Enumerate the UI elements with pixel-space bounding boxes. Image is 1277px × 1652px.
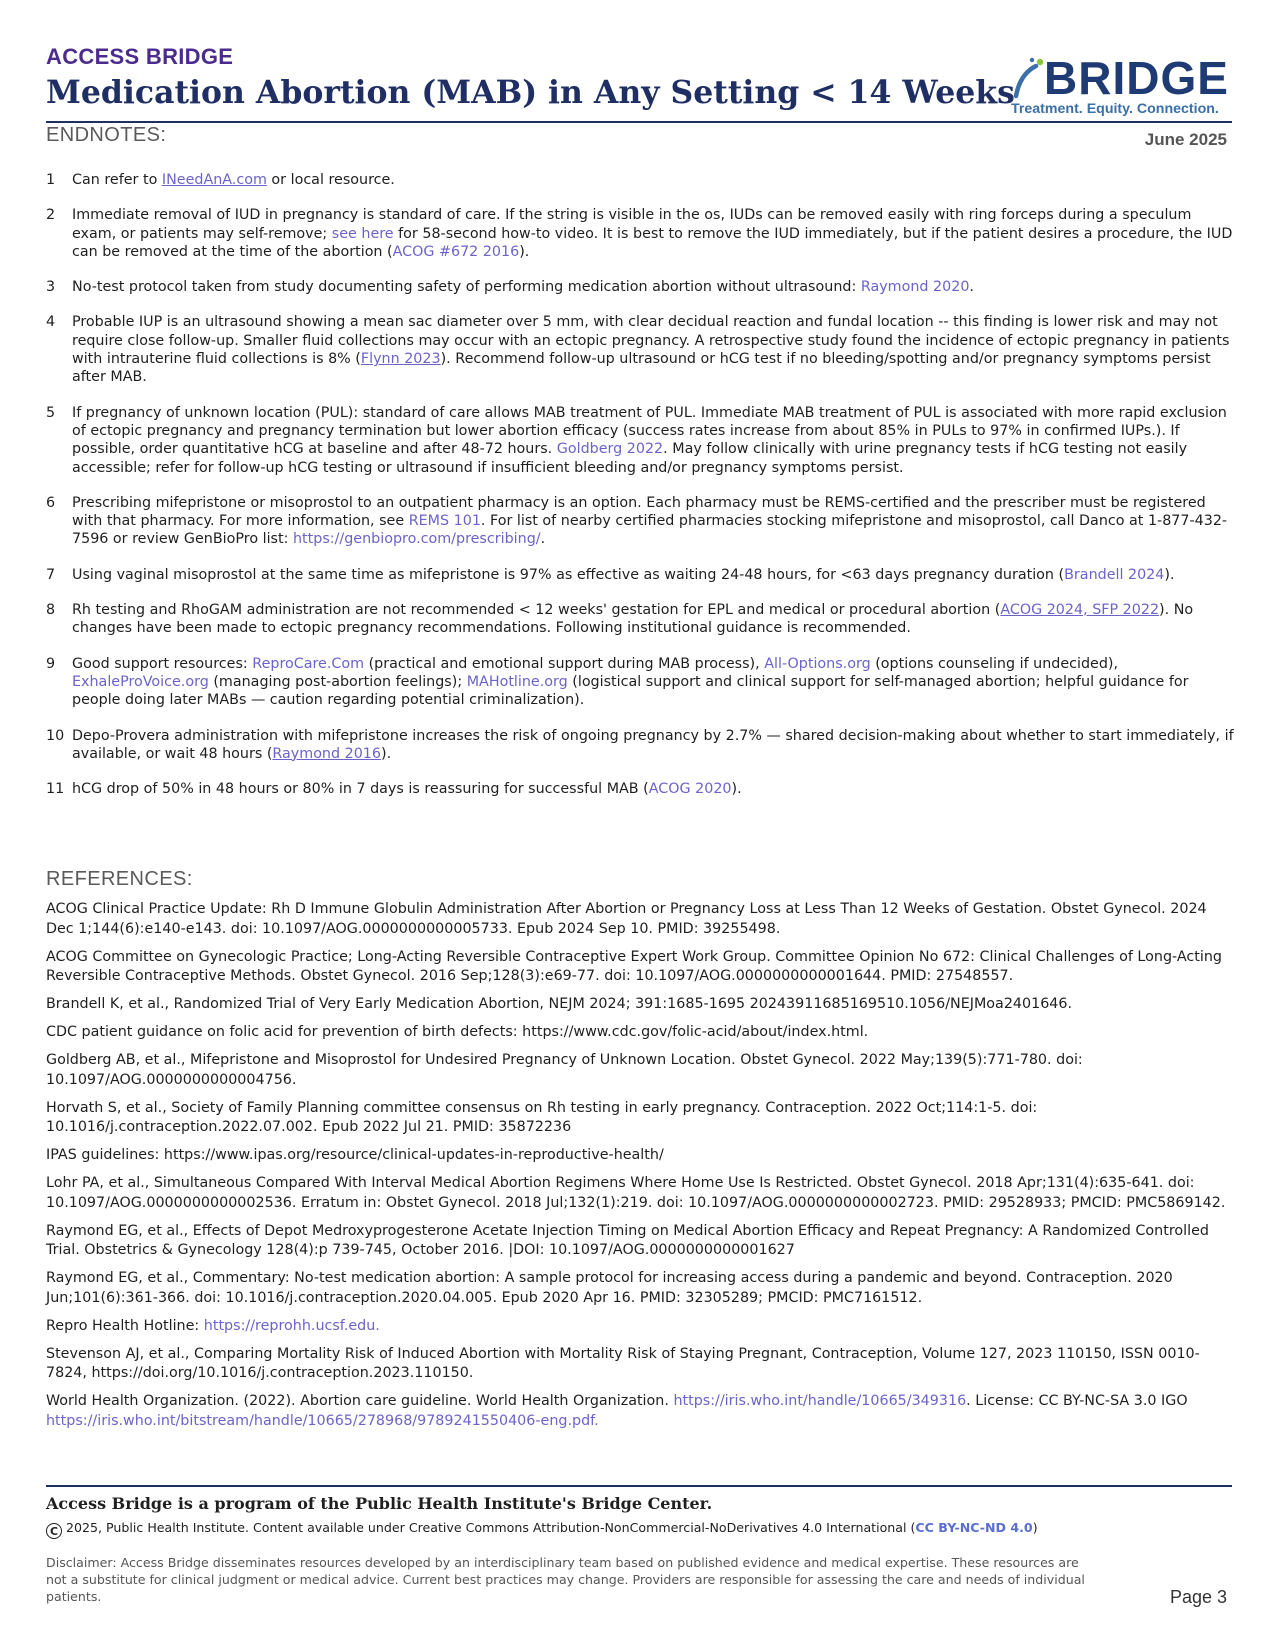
endnote-text: [72, 780, 1236, 798]
endnote-text: [72, 601, 1236, 638]
endnote-link[interactable]: Raymond 2016: [272, 745, 382, 762]
reference-item: [46, 900, 1236, 939]
reference-item: [46, 1345, 1236, 1384]
copyright-icon: C: [46, 1523, 62, 1539]
reference-item: [46, 1317, 1236, 1337]
endnote-link[interactable]: ExhaleProVoice.org: [72, 673, 209, 690]
reference-text: . License: CC BY-NC-SA 3.0 IGO: [966, 1393, 1188, 1409]
reference-item: [46, 1392, 1236, 1431]
endnote-number: 3: [46, 279, 56, 296]
endnote-text: [72, 404, 1236, 477]
endnote-text-run: (practical and emotional support during MAB process),: [364, 655, 765, 672]
reference-text: Brandell K, et al., Randomized Trial of Very Early Medication Abortion, NEJM 2024; 391:1685-1695 20243911685169510.1056/NEJMoa2401646.: [46, 996, 1073, 1012]
reference-text: ACOG Clinical Practice Update: Rh D Immune Globulin Administration After Abortion or Pregnancy Loss at Less Than 12 Weeks of Gestation. Obstet Gynecol. 2024 Dec 1;144(6):e140-e143. doi: 10.1097/AOG.0000000000005733. Epub 2024 Sep 10. PMID: 39255498.: [46, 901, 1207, 937]
endnote-number: 2: [46, 207, 56, 224]
reference-text: CDC patient guidance on folic acid for prevention of birth defects: https://www.cdc.gov/folic-acid/about/index.html.: [46, 1024, 869, 1040]
endnote-text-run: . May follow clinically with urine pregnancy tests if hCG testing not easily accessible; refer for follow-up hCG testing or ultrasound if insufficient bleeding and/or pregnancy symptoms persist.: [72, 441, 1188, 476]
endnote-item: [46, 313, 1236, 386]
endnote-text-run: .: [969, 279, 974, 296]
logo-wordmark: BRIDGE: [1044, 52, 1229, 104]
footer-disclaimer: Disclaimer: Access Bridge disseminates resources developed by an interdisciplinary team based on published evidence and medical expertise. These resources are not a substitute for clinical judgment or medical advice. Current best practices may change. Providers are responsible for assessing the care and needs of individual patients.: [46, 1555, 1085, 1604]
endnote-number: 6: [46, 494, 56, 511]
reference-item: [46, 1023, 1236, 1043]
reference-text: ACOG Committee on Gynecologic Practice; Long-Acting Reversible Contraceptive Expert Work Group. Committee Opinion No 672: Clinical Challenges of Long-Acting Reversible Contraceptive Methods. Obstet Gynecol. 2016 Sep;128(3):e69-77. doi: 10.1097/AOG.0000000000001644. PMID: 27548557.: [46, 948, 1222, 984]
endnote-text-run: (logistical support and clinical support for self-managed abortion; helpful guidance for people doing later MABs — caution regarding potential criminalization).: [72, 673, 1189, 709]
endnote-text-run: ).: [519, 243, 530, 260]
logo-tagline: Treatment. Equity. Connection.: [1011, 101, 1219, 117]
endnote-number: 7: [46, 566, 56, 583]
endnote-link[interactable]: ACOG #672 2016: [392, 243, 520, 260]
endnote-number: 4: [46, 314, 56, 331]
endnote-item: [46, 601, 1236, 638]
endnote-text-run: ). Recommend follow-up ultrasound or hCG test if no bleeding/spotting and/or pregnancy symptoms persist after MAB.: [72, 351, 1211, 386]
page-title: Medication Abortion (MAB) in Any Setting < 14 Weeks: [46, 74, 1015, 111]
endnote-number: 10: [46, 727, 65, 744]
endnote-link[interactable]: INeedAnA.com: [161, 172, 267, 188]
footer-copyright: [46, 1520, 1038, 1539]
endnote-text-run: Using vaginal misoprostol at the same time as mifepristone is 97% as effective as waiting 24-48 hours, for <63 days pregnancy duration (: [72, 566, 1065, 583]
endnotes-list: [46, 171, 1236, 815]
endnote-link[interactable]: see here: [331, 225, 394, 242]
reference-text: Repro Health Hotline:: [46, 1317, 204, 1334]
endnote-text-run: ). No changes have been made to ectopic pregnancy recommendations. Following institutional guidance is recommended.: [72, 602, 1194, 637]
endnote-text: [72, 171, 1236, 189]
reference-text: Lohr PA, et al., Simultaneous Compared With Interval Medical Abortion Regimens Where Home Use Is Restricted. Obstet Gynecol. 2018 Apr;131(4):635-641. doi: 10.1097/AOG.0000000000002536. Erratum in: Obstet Gynecol. 2018 Jul;132(1):219. doi: 10.1097/AOG.0000000000002723. PMID: 29528933; PMCID: PMC5869142.: [46, 1175, 1226, 1211]
reference-item: [46, 995, 1236, 1015]
reference-item: [46, 1269, 1236, 1308]
endnote-link[interactable]: ACOG 2020: [648, 781, 732, 798]
endnote-text: [72, 313, 1236, 386]
publication-date: June 2025: [1144, 130, 1227, 149]
reference-link[interactable]: https://iris.who.int/bitstream/handle/10665/278968/9789241550406-eng.pdf.: [46, 1412, 599, 1429]
bridge-logo: [1010, 52, 1238, 122]
endnote-number: 5: [46, 404, 56, 421]
bridge-mark-icon: [1010, 56, 1046, 100]
reference-text: Raymond EG, et al., Commentary: No-test medication abortion: A sample protocol for increasing access during a pandemic and beyond. Contraception. 2020 Jun;101(6):361-366. doi: 10.1016/j.contraception.2020.04.005. Epub 2020 Apr 16. PMID: 32305289; PMCID: PMC7161512.: [46, 1270, 1173, 1306]
copyright-close: ): [1032, 1520, 1038, 1535]
endnote-text: [72, 206, 1236, 261]
endnote-text-run: . For list of nearby certified pharmacies stocking mifepristone and misoprostol, call Danco at 1-877-432-7596 or review GenBioPro list:: [72, 513, 1228, 548]
endnote-link[interactable]: ACOG 2024, SFP 2022: [1000, 602, 1160, 619]
reference-item: [46, 1051, 1236, 1090]
endnote-link[interactable]: All-Options.org: [764, 655, 871, 672]
endnote-text: [72, 278, 1236, 296]
endnote-item: [46, 655, 1236, 710]
endnote-text-run: ).: [731, 781, 742, 798]
endnote-link[interactable]: MAHotline.org: [466, 673, 568, 690]
endnote-item: [46, 404, 1236, 477]
header-divider: [46, 121, 1232, 123]
endnotes-heading: ENDNOTES:: [46, 124, 167, 146]
endnote-number: 11: [46, 781, 65, 798]
endnote-item: [46, 171, 1236, 189]
endnote-text-run: Prescribing mifepristone or misoprostol to an outpatient pharmacy is an option. Each pharmacy must be REMS-certified and the prescriber must be registered with that pharmacy. For more information, see: [72, 494, 1206, 530]
endnote-link[interactable]: Goldberg 2022: [556, 441, 664, 458]
endnote-number: 9: [46, 655, 56, 672]
endnote-text-run: hCG drop of 50% in 48 hours or 80% in 7 days is reassuring for successful MAB (: [72, 781, 649, 798]
reference-item: [46, 1222, 1236, 1261]
endnote-text-run: .: [540, 531, 546, 548]
reference-text: Goldberg AB, et al., Mifepristone and Misoprostol for Undesired Pregnancy of Unknown Location. Obstet Gynecol. 2022 May;139(5):771-780. doi: 10.1097/AOG.0000000000004756.: [46, 1052, 1083, 1088]
endnote-link[interactable]: https://genbiopro.com/prescribing/: [292, 531, 541, 548]
reference-item: [46, 948, 1236, 987]
endnote-text: [72, 727, 1236, 764]
endnote-link[interactable]: Brandell 2024: [1064, 566, 1165, 583]
reference-text: Raymond EG, et al., Effects of Depot Medroxyprogesterone Acetate Injection Timing on Medical Abortion Efficacy and Repeat Pregnancy: A Randomized Controlled Trial. Obstetrics & Gynecology 128(4):p 739-745, October 2016. |DOI: 10.1097/AOG.0000000000001627: [46, 1222, 1209, 1258]
endnote-item: [46, 780, 1236, 798]
endnote-link[interactable]: ReproCare.Com: [252, 655, 365, 672]
endnote-text-run: or local resource.: [266, 172, 395, 188]
endnote-text-run: Immediate removal of IUD in pregnancy is standard of care. If the string is visible in the os, IUDs can be removed easily with ring forceps during a speculum exam, or patients may self-remove;: [72, 207, 1192, 242]
reference-item: [46, 1146, 1236, 1166]
endnote-text-run: ).: [1164, 566, 1175, 583]
endnote-text-run: Rh testing and RhoGAM administration are not recommended < 12 weeks' gestation for EPL and medical or procedural abortion (: [72, 602, 1001, 619]
endnote-text-run: No-test protocol taken from study documenting safety of performing medication abortion without ultrasound:: [72, 279, 861, 296]
reference-link[interactable]: https://iris.who.int/handle/10665/349316: [673, 1393, 967, 1409]
reference-item: [46, 1099, 1236, 1138]
reference-text: Horvath S, et al., Society of Family Planning committee consensus on Rh testing in early pregnancy. Contraception. 2022 Oct;114:1-5. doi: 10.1016/j.contraception.2022.07.002. Epub 2022 Jul 21. PMID: 35872236: [46, 1099, 1038, 1135]
endnote-text-run: ).: [381, 745, 392, 762]
endnote-text-run: Can refer to: [72, 172, 162, 188]
endnote-text-run: Depo-Provera administration with mifepristone increases the risk of ongoing pregnancy by 2.7% — shared decision-making about whether to start immediately, if available, or wait 48 hours (: [72, 727, 1234, 762]
endnote-number: 1: [46, 172, 56, 188]
endnote-item: [46, 206, 1236, 261]
references-list: [46, 900, 1236, 1440]
page-number: Page 3: [1169, 1587, 1227, 1607]
copyright-text: 2025, Public Health Institute. Content available under Creative Commons Attribution-NonCommercial-NoDerivatives 4.0 International (: [66, 1520, 916, 1535]
footer-program-statement: Access Bridge is a program of the Public Health Institute's Bridge Center.: [46, 1494, 713, 1513]
footer-divider: [46, 1485, 1232, 1487]
reference-link[interactable]: https://reprohh.ucsf.edu.: [203, 1317, 380, 1334]
reference-text: Stevenson AJ, et al., Comparing Mortality Risk of Induced Abortion with Mortality Risk of Staying Pregnant, Contraception, Volume 127, 2023 110150, ISSN 0010-7824, https://doi.org/10.1016/j.contraception.2023.110150.: [46, 1345, 1200, 1381]
reference-text: IPAS guidelines: https://www.ipas.org/resource/clinical-updates-in-reproductive-health/: [46, 1147, 664, 1163]
reference-item: [46, 1174, 1236, 1213]
endnote-link[interactable]: Raymond 2020: [860, 279, 970, 296]
endnote-text: [72, 655, 1236, 710]
endnote-text: [72, 494, 1236, 549]
cc-license-link[interactable]: CC BY-NC-ND 4.0: [915, 1520, 1033, 1535]
endnote-number: 8: [46, 602, 56, 619]
endnote-item: [46, 566, 1236, 584]
references-heading: REFERENCES:: [46, 868, 193, 890]
endnote-text-run: (options counseling if undecided),: [870, 655, 1119, 672]
reference-text: World Health Organization. (2022). Abortion care guideline. World Health Organization.: [46, 1393, 674, 1409]
endnote-text-run: for 58-second how-to video. It is best to remove the IUD immediately, but if the patient desires a procedure, the IUD can be removed at the time of the abortion (: [72, 225, 1233, 260]
endnote-text-run: If pregnancy of unknown location (PUL): standard of care allows MAB treatment of PUL. Immediate MAB treatment of PUL is associated with more rapid exclusion of ectopic pregnancy and pregnancy termination but lower abortion efficacy (success rates increase from about 85% in PULs to 97% in confirmed IUPs.). If possible, order quantitative hCG at baseline and after 48-72 hours.: [72, 404, 1227, 458]
endnote-item: [46, 727, 1236, 764]
endnote-text-run: Good support resources:: [72, 655, 253, 672]
endnote-text-run: Probable IUP is an ultrasound showing a mean sac diameter over 5 mm, with clear decidual reaction and fundal location -- this finding is lower risk and may not require close follow-up. Smaller fluid collections may occur with an ectopic pregnancy. A retrospective study found the incidence of ectopic pregnancy in patients with intrauterine fluid collections is 8% (: [72, 314, 1230, 368]
endnote-link[interactable]: Flynn 2023: [360, 351, 441, 368]
endnote-text-run: (managing post-abortion feelings);: [208, 673, 467, 690]
endnote-item: [46, 494, 1236, 549]
endnote-text: [72, 566, 1236, 584]
header-kicker: ACCESS BRIDGE: [46, 44, 234, 69]
endnote-link[interactable]: REMS 101: [408, 513, 481, 530]
endnote-item: [46, 278, 1236, 296]
